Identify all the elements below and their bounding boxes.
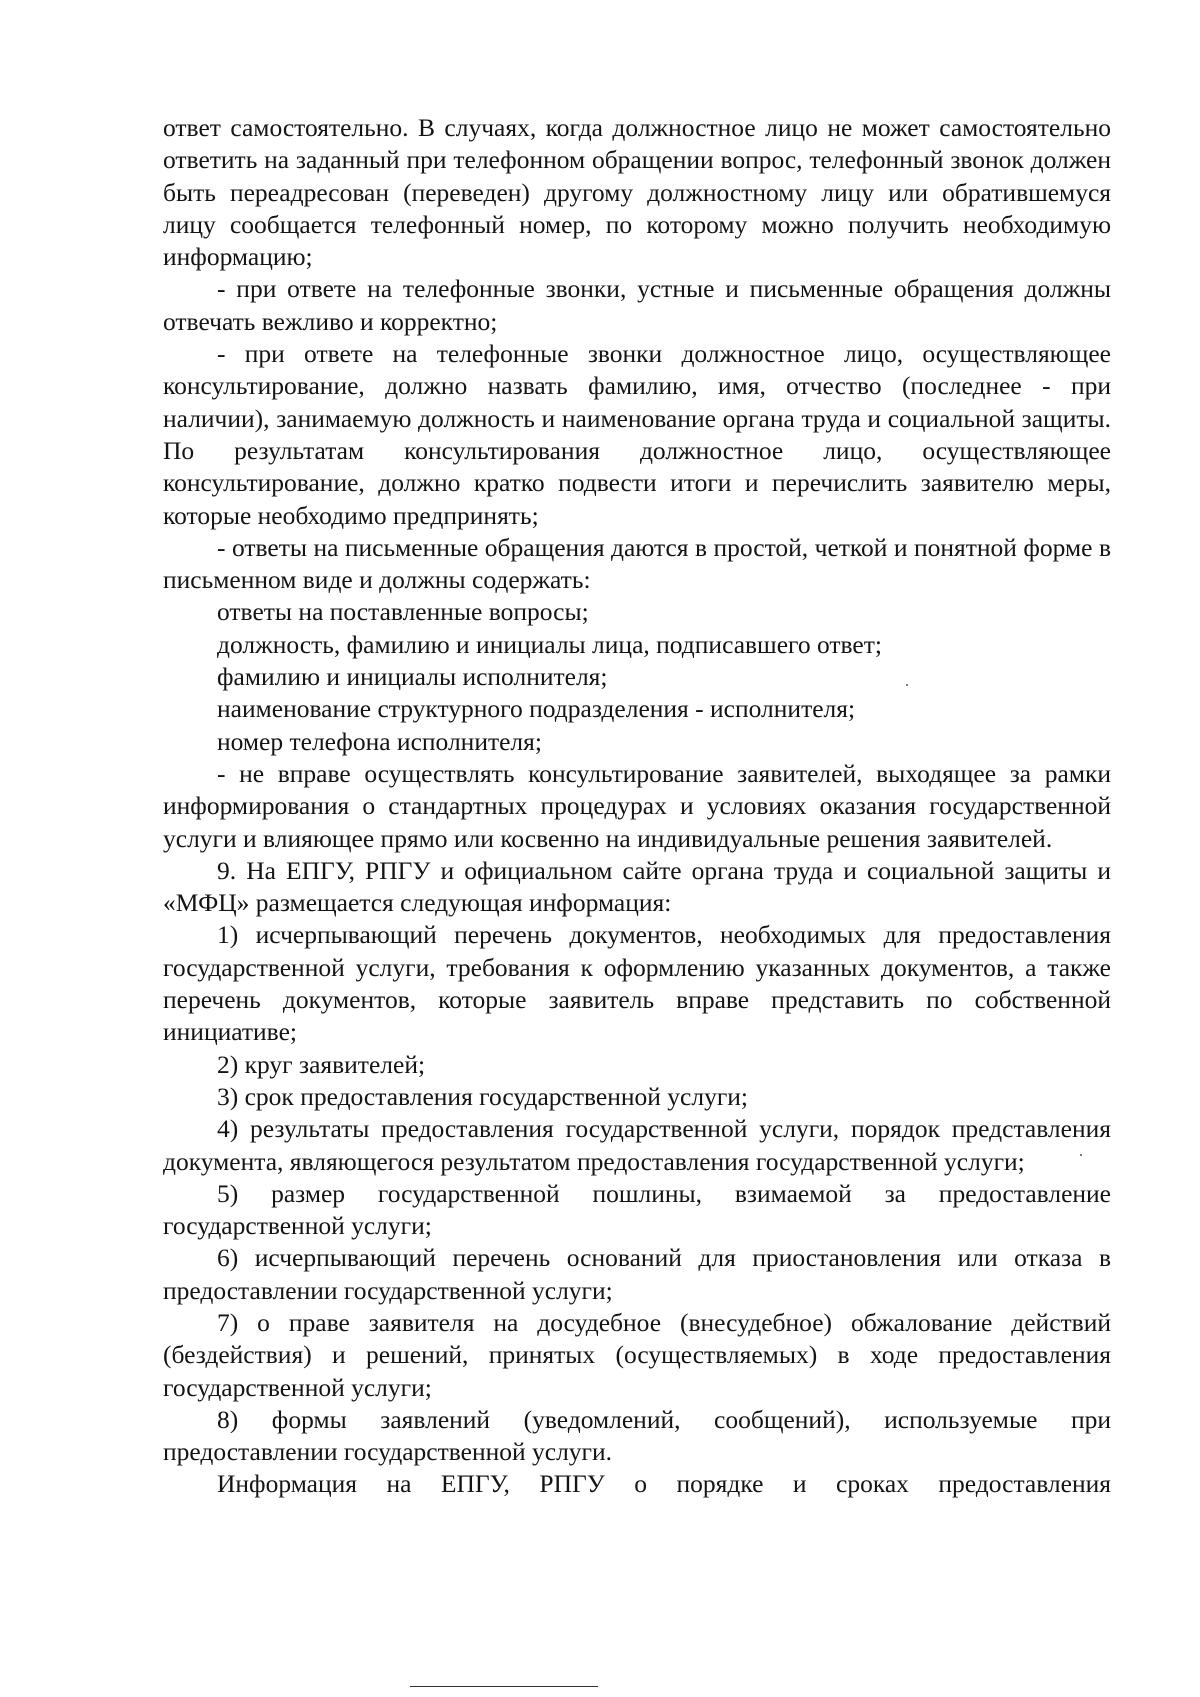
paragraph-section-9: 9. На ЕПГУ, РПГУ и официальном сайте органа труда и социальной защиты и «МФЦ» размещается следующая информация:: [163, 855, 1111, 918]
scan-speck: [1080, 1154, 1082, 1156]
paragraph-item-6: 6) исчерпывающий перечень оснований для приостановления или отказа в предоставлении государственной услуги;: [163, 1243, 1111, 1305]
paragraph-item-4: 4) результаты предоставления государственной услуги, порядок представления документа, являющегося результатом предоставления государственной услуги;: [163, 1114, 1111, 1176]
paragraph-item-1: 1) исчерпывающий перечень документов, необходимых для предоставления государственной услуги, требования к оформлению указанных документов, а также перечень документов, которые заявитель вправе представить по собственной инициативе;: [163, 920, 1111, 1047]
list-item-signer: должность, фамилию и инициалы лица, подписавшего ответ;: [217, 629, 882, 659]
paragraph-info-continues: Информация на ЕПГУ, РПГУ о порядке и сроках предоставления: [217, 1469, 1111, 1499]
list-item-executor-name: фамилию и инициалы исполнителя;: [217, 662, 608, 692]
list-item-phone: номер телефона исполнителя;: [217, 726, 542, 756]
footer-line: [410, 1686, 598, 1687]
paragraph-item-5: 5) размер государственной пошлины, взимаемой за предоставление государственной услуги;: [163, 1178, 1111, 1241]
paragraph-item-3: 3) срок предоставления государственной услуги;: [217, 1081, 749, 1111]
paragraph-item-2: 2) круг заявителей;: [217, 1049, 426, 1079]
paragraph-written-answers: - ответы на письменные обращения даются в простой, четкой и понятной форме в письменном виде и должны содержать:: [163, 532, 1111, 595]
document-body: [163, 112, 1111, 1501]
list-item-department: наименование структурного подразделения - исполнителя;: [217, 694, 856, 724]
scan-speck: [906, 684, 908, 686]
paragraph-item-7: 7) о праве заявителя на досудебное (внесудебное) обжалование действий (бездействия) и решений, принятых (осуществляемых) в ходе предоставления государственной услуги;: [163, 1307, 1111, 1402]
paragraph-item-8: 8) формы заявлений (уведомлений, сообщений), используемые при предоставлении государственной услуги.: [163, 1404, 1111, 1467]
paragraph-consulting-limits: - не вправе осуществлять консультирование заявителей, выходящее за рамки информирования о стандартных процедурах и условиях оказания государственной услуги и влияющее прямо или косвенно на индивидуальные решения заявителей.: [163, 758, 1111, 853]
paragraph-phone-answers: - при ответе на телефонные звонки должностное лицо, осуществляющее консультирование, должно назвать фамилию, имя, отчество (последнее - при наличии), занимаемую должность и наименование органа труда и социальной защиты. По результатам консультирования должностное лицо, осуществляющее консультирование, должно кратко подвести итоги и перечислить заявителю меры, которые необходимо предпринять;: [163, 339, 1111, 530]
list-item-answers: ответы на поставленные вопросы;: [217, 597, 589, 627]
paragraph-continuation: ответ самостоятельно. В случаях, когда должностное лицо не может самостоятельно ответить на заданный при телефонном обращении вопрос, телефонный звонок должен быть переадресован (переведен) другому должностному лицу или обратившемуся лицу сообщается телефонный номер, по которому можно получить необходимую информацию;: [163, 113, 1111, 272]
paragraph-polite-answers: - при ответе на телефонные звонки, устные и письменные обращения должны отвечать вежливо и корректно;: [163, 274, 1111, 336]
